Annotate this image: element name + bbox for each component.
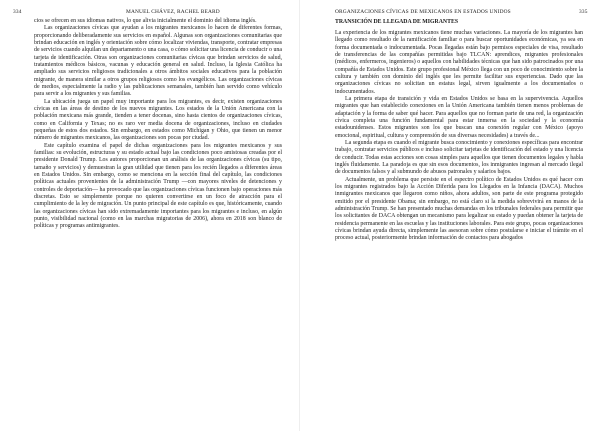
page-body — [335, 18, 583, 243]
page-body — [34, 18, 282, 231]
paragraph: La primera etapa de transición y vida en Estados Unidos se basa en la supervivencia. Aquellos migrantes que han establecido conexiones en la Unión Americana también tienen menos problemas de adaptación y la forma de saber qué hacer. Para aquellos que no forman parte de una red, la organización cívica completa una función fundamental para estar inmersa en la sociedad y la economía estadounidenses. Estos migrantes son los que buscan una conexión regular con México (apoyo emocional, espiritual, cultura y comprensión de sus diversas necesidades) a través de... — [335, 95, 583, 139]
paragraph: La ubicación juega un papel muy importante para los migrantes, es decir, existen organizaciones cívicas en las áreas de destino de los nuevos migrantes. Los estados de la Unión Americana con la población mexicana más grande, tienden a tener docenas, sino hasta cientos de organizaciones cívicas, como en California y Texas; no es raro ver media docena de organizaciones, incluso en ciudades pequeñas de estos dos estados. Sin embargo, en estados como Michigan y Ohio, que tienen un menor número de migrantes mexicanos, las organizaciones son pocas por ciudad. — [34, 98, 282, 142]
paragraph: Actualmente, un problema que persiste en el espectro político de Estados Unidos es qué hacer con los migrantes registrados bajo la Acción Diferida para los Llegados en la Infancia (DACA). Muchos inmigrantes mexicanos que llegaron como niños, ahora adultos, son parte de este programa protegido emitido por el presidente Obama; sin embargo, no está claro si la medida sobrevivirá en manos de la administración Trump. Se han presentado muchas demandas en los tribunales federales para permitir que los solicitantes de DACA obtengan un mecanismo para legalizar su estado y puedan obtener la tarjeta de residencia permanente en las escuelas y las instituciones laborales. Para este grupo, pocas organizaciones cívicas brindan ayuda directa, simplemente las asesoran sobre cómo postularse e iniciar el trámite en el proceso actual, posteriormente brindan información de contactos para abogados — [335, 176, 583, 242]
running-head: MANUEL CHÁVEZ, RACHEL BEARD — [126, 9, 220, 15]
page-number: 335 — [579, 9, 588, 15]
right-page — [300, 0, 600, 431]
paragraph: La experiencia de los migrantes mexicanos tiene muchas variaciones. La mayoría de los migrantes han llegado como resultado de la ramificación familiar o para buscar oportunidades económicas, ya sea en forma documentada o indocumentada. Pocas llegadas están bajo permisos especiales de visa, resultado de transferencias de las compañías permitidas bajo TLCAN: aprendices, migrantes profesionales (médicos, enfermeros, ingenieros) o aquellos con habilidades técnicas que han sido patrocinados por una compañía de Estados Unidos. Este grupo profesional México llega con un poco de conocimiento sobre la cultura y también con dominio del inglés que les permite facilitar sus experiencias. Dado que las organizaciones cívicas no solicitan un estatus legal, sirven igualmente a los documentados o indocumentados. — [335, 30, 583, 95]
page-number: 334 — [13, 9, 22, 15]
paragraph: Las organizaciones cívicas que ayudan a los migrantes mexicanos lo hacen de diferentes formas, proporcionando deliberadamente sus servicios en español. Algunas son organizaciones comunitarias que brindan educación en inglés y orientación sobre cómo localizar viviendas, transporte, contratar empresas de servicios cuando alquilan un departamento o una casa, o cómo solicitar una licencia de conducir o una tarjeta de identificación. Otras son organizaciones comunitarias cívicas que brindan servicios de salud, tratamientos médicos básicos, vacunas y educación general en salud. Incluso, la Iglesia Católica ha ampliado sus servicios religiosos tradicionales a otros ámbitos sociales educativos para la población migrante, de manera similar a otros grupos religiosos como los evangélicos. Las organizaciones cívicas de medios, especialmente la radio y las publicaciones semanales, también han servido como vehículo para servir a los migrantes y sus familias. — [34, 25, 282, 98]
paragraph: cios se ofrecen en sus idiomas nativos, lo que alivia inicialmente el dominio del idioma inglés. — [34, 18, 257, 24]
paragraph: Este capítulo examina el papel de dichas organizaciones para los migrantes mexicanos y sus familias: su evolución, estructuras y su estado actual bajo las condiciones poco amistosas creadas por el presidente Donald Trump. Los autores proporcionan un análisis de las organizaciones cívicas (su tipo, tamaño y servicios) y demuestran la gran utilidad que tienen para los recién llegados a diferentes áreas en Estados Unidos. Sin embargo, como se menciona en la sección final del capítulo, las condiciones políticas actuales provenientes de la administración Trump —con mayores niveles de detenciones y controles de deportación— ha provocado que las organizaciones cívicas funcionen bajo operaciones más discretas. Esto se simplemente porque no quieren convertirse en un foco de atracción para el cumplimiento de la ley de migración. Un punto principal de este capítulo es que, históricamente, cuando las organizaciones cívicas han sido extremadamente importantes para los migrantes e incluso, en algún punto, visibilidad nacional (como en las marchas migratorias de 2006), ahora en 2018 son blanco de políticas y programas antimigrantes. — [34, 142, 282, 230]
paragraph: La segunda etapa es cuando el migrante busca conocimiento y conexiones específicas para encontrar trabajo, contratar servicios públicos e incluso solicitar tarjetas de identificación del estado y una licencia de conducir. Todas estas acciones son cosas simples para aquellos que tienen documentos legales y habla inglés fluidamente. La paradoja es que sin esos documentos, los inmigrantes ingresan al mercado ilegal de documentos falsos y al submundo de abusos patronales y salarios bajos. — [335, 139, 583, 176]
running-head: ORGANIZACIONES CÍVICAS DE MEXICANOS EN ESTADOS UNIDOS — [335, 9, 511, 15]
section-heading: TRANSICIÓN DE LLEGADA DE MIGRANTES — [335, 19, 459, 25]
